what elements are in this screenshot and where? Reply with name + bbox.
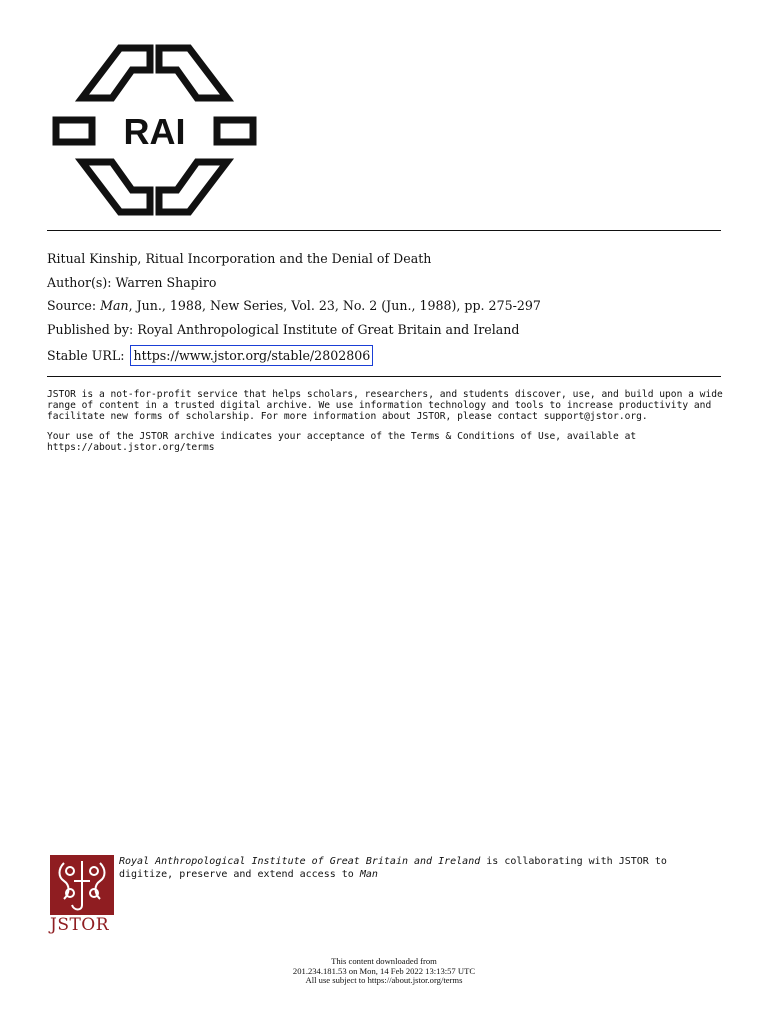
article-title: Ritual Kinship, Ritual Incorporation and the Denial of Death	[47, 251, 432, 266]
footer-line-1: This content downloaded from	[331, 956, 437, 966]
url-label: Stable URL:	[47, 348, 125, 363]
footer-line-2: 201.234.181.53 on Mon, 14 Feb 2022 13:13:57 UTC	[292, 965, 476, 976]
article-publisher	[47, 318, 727, 342]
collab-journal: Man	[359, 869, 378, 880]
rai-logo-text: RAI	[123, 111, 186, 152]
article-metadata	[47, 247, 727, 368]
notice-paragraph-1: JSTOR is a not-for-profit service that helps scholars, researchers, and students discover, use, and build upon a wide range of content in a trusted digital archive. We use information technology and tools to increase productivity and facilitate new forms of scholarship. For more information about JSTOR, please contact support@jstor.org.	[47, 389, 723, 423]
article-authors	[47, 271, 727, 295]
authors-label: Author(s):	[47, 274, 112, 290]
source-label: Source:	[47, 298, 97, 313]
publisher-label: Published by:	[47, 321, 134, 337]
collaboration-text	[119, 855, 679, 881]
article-source	[47, 294, 727, 318]
footer-line-3: All use subject to https://about.jstor.org/terms	[305, 975, 463, 986]
stable-url-link[interactable]: https://www.jstor.org/stable/2802806	[130, 345, 373, 366]
notice-paragraph-2: Your use of the JSTOR archive indicates your acceptance of the Terms & Conditions of Use, available at https://about.jstor.org/terms	[47, 430, 637, 453]
bottom-divider	[47, 376, 721, 377]
jstor-wordmark: JSTOR	[50, 915, 110, 935]
collab-text-mid: is collaborating with JSTOR to digitize, preserve and extend access to	[119, 856, 667, 880]
collab-institution: Royal Anthropological Institute of Great Britain and Ireland	[119, 856, 481, 867]
source-details: , Jun., 1988, New Series, Vol. 23, No. 2 (Jun., 1988), pp. 275-297	[128, 298, 541, 313]
article-stable-url	[47, 344, 727, 368]
authors-value: Warren Shapiro	[115, 274, 217, 290]
jstor-logo-icon	[50, 855, 114, 915]
jstor-notice	[47, 389, 727, 461]
source-journal: Man	[100, 298, 129, 313]
download-footer	[0, 957, 768, 986]
rai-logo	[52, 40, 257, 220]
publisher-value: Royal Anthropological Institute of Great Britain and Ireland	[137, 321, 520, 337]
top-divider	[47, 230, 721, 231]
